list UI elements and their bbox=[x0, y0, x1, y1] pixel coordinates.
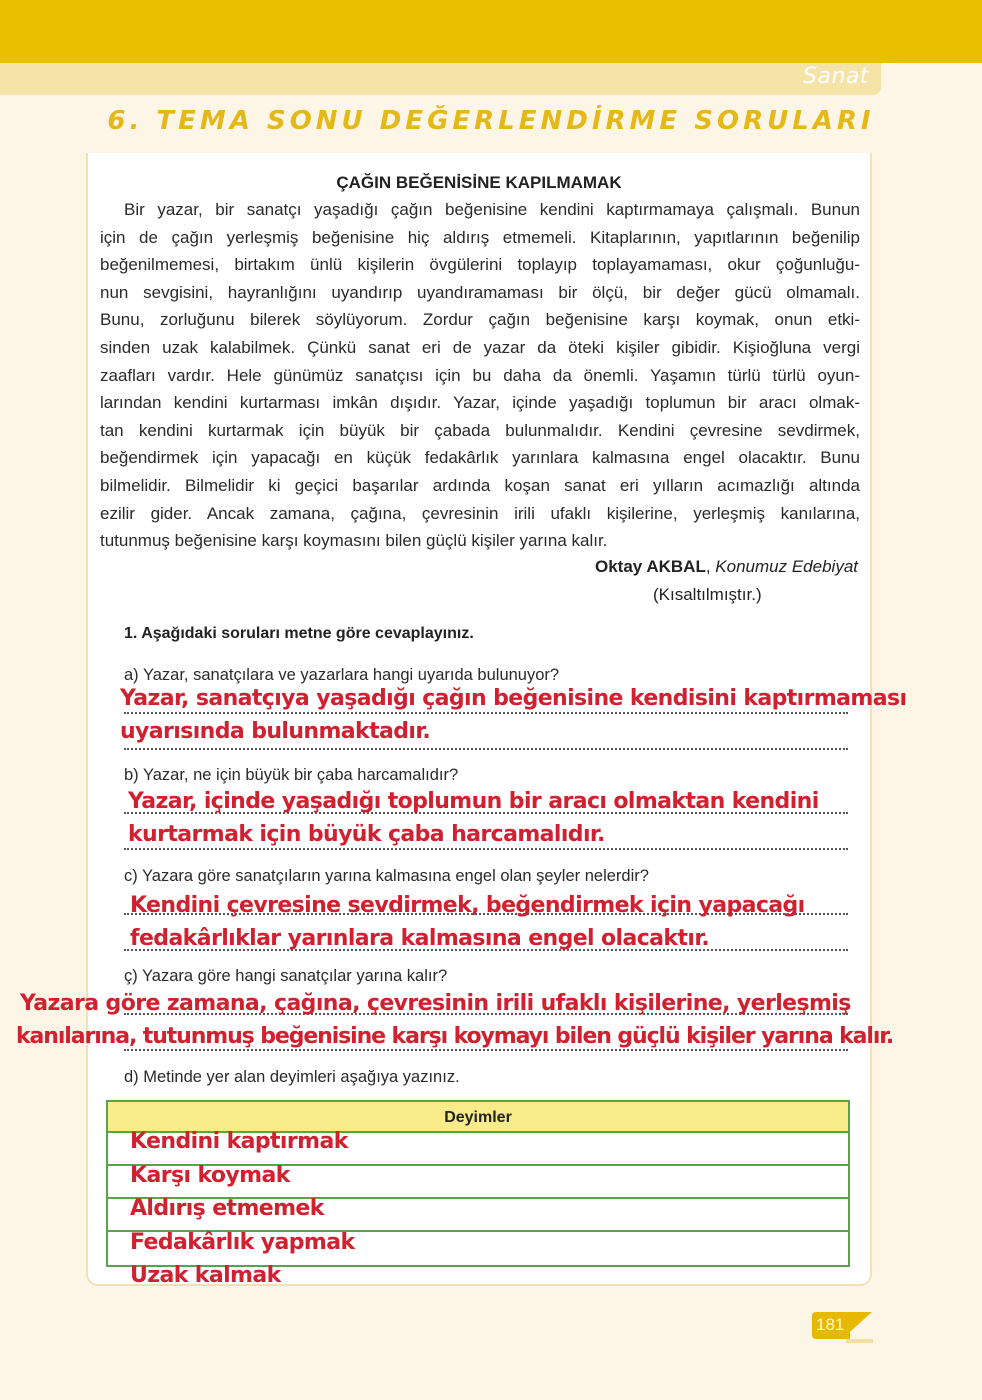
answer-cc-line1: Yazara göre zamana, çağına, çevresinin irili ufaklı kişilerine, yerleşmiş bbox=[20, 991, 851, 1016]
answer-a-line2: uyarısında bulunmaktadır. bbox=[120, 719, 431, 744]
question-b: b) Yazar, ne için büyük bir çaba harcamalıdır? bbox=[124, 766, 459, 784]
page-title: 6. TEMA SONU DEĞERLENDİRME SORULARI bbox=[107, 106, 875, 136]
idiom-entry: Karşı koymak bbox=[130, 1163, 290, 1188]
citation-author: Oktay AKBAL bbox=[595, 557, 706, 576]
citation-work: Konumuz Edebiyat bbox=[715, 557, 858, 576]
answer-line[interactable] bbox=[124, 1049, 848, 1051]
idiom-entry: Fedakârlık yapmak bbox=[130, 1230, 355, 1255]
reading-line: sinden uzak kalabilmek. Çünkü sanat eri de yazar da öteki kişiler gibidir. Kişioğluna vergi bbox=[100, 337, 860, 357]
reading-line: bilmelidir. Bilmelidir ki geçici başarılar ardında koşan sanat eri yılların acımazlığı altında bbox=[100, 475, 860, 495]
answer-cc-line2: kanılarına, tutunmuş beğenisine karşı koymayı bilen güçlü kişiler yarına kalır. bbox=[16, 1024, 894, 1049]
reading-line: beğendirmek için yapacağı en küçük fedakârlık yarınlara kalmasına engel olacaktır. Bunu bbox=[100, 448, 860, 468]
page-number: 181 bbox=[816, 1315, 845, 1334]
idiom-entry: Uzak kalmak bbox=[130, 1263, 281, 1288]
page-number-tab bbox=[812, 1312, 870, 1340]
reading-line: Bir yazar, bir sanatçı yaşadığı çağın beğenisine kendini kaptırmamaya çalışmalı. Bunun bbox=[124, 200, 860, 219]
answer-c-line1: Kendini çevresine sevdirmek, beğendirmek için yapacağı bbox=[130, 893, 805, 918]
reading-line: ezilir gider. Ancak zamana, çağına, çevresinin irili ufaklı kişilerine, yerleşmiş kanılarına, bbox=[100, 503, 860, 523]
reading-body bbox=[100, 196, 860, 555]
reading-line: larından kendini kurtarması imkân dışıdır. Yazar, içinde yaşadığı toplumun bir aracı olmak- bbox=[100, 393, 860, 413]
answer-c-line2: fedakârlıklar yarınlara kalmasına engel olacaktır. bbox=[130, 926, 710, 951]
question-cc: ç) Yazara göre hangi sanatçılar yarına kalır? bbox=[124, 967, 448, 985]
answer-line[interactable] bbox=[124, 712, 848, 714]
answer-b-line1: Yazar, içinde yaşadığı toplumun bir aracı olmaktan kendini bbox=[128, 789, 819, 814]
section-band bbox=[0, 63, 881, 95]
question-c: c) Yazara göre sanatçıların yarına kalmasına engel olan şeyler nelerdir? bbox=[124, 867, 649, 885]
reading-line: Bunu, zorluğunu bilerek söylüyorum. Zordur çağın beğenisine karşı koymak, onun etki- bbox=[100, 310, 860, 330]
section-label: Sanat bbox=[803, 64, 869, 89]
question-d: d) Metinde yer alan deyimleri aşağıya yazınız. bbox=[124, 1068, 460, 1086]
idiom-entry: Aldırış etmemek bbox=[130, 1196, 324, 1221]
abridged-note: (Kısaltılmıştır.) bbox=[653, 585, 762, 604]
header-band bbox=[0, 0, 982, 63]
reading-line: nun sevgisini, hayranlığını uyandırıp uyandıramaması bir ölçü, bir değer gücü olmamalı. bbox=[100, 282, 860, 302]
reading-line: için de çağın yerleşmiş beğenisine hiç aldırış etmemeli. Kitaplarının, yapıtlarının beğenilip bbox=[100, 227, 860, 247]
question-a: a) Yazar, sanatçılara ve yazarlara hangi uyarıda bulunuyor? bbox=[124, 666, 560, 684]
answer-a-line1: Yazar, sanatçıya yaşadığı çağın beğenisine kendisini kaptırmaması bbox=[120, 686, 907, 711]
idioms-table-header: Deyimler bbox=[108, 1102, 848, 1133]
reading-line: zaafları vardır. Hele günümüz sanatçısı için bu daha da önemli. Yaşamın türlü türlü oyun- bbox=[100, 365, 860, 385]
answer-line[interactable] bbox=[124, 748, 848, 750]
exercise-instruction: 1. Aşağıdaki soruları metne göre cevaplayınız. bbox=[124, 625, 474, 642]
answer-b-line2: kurtarmak için büyük çaba harcamalıdır. bbox=[128, 822, 605, 847]
idiom-entry: Kendini kaptırmak bbox=[130, 1129, 348, 1154]
citation: Oktay AKBAL, Konumuz Edebiyat bbox=[595, 557, 858, 576]
reading-line: tan kendini kurtarmak için büyük bir çabada bulunmalıdır. Kendini çevresine sevdirmek, bbox=[100, 420, 860, 440]
reading-line: beğenilmemesi, birtakım ünlü kişilerin övgülerini toplayıp toplayamaması, okur çoğunluğu- bbox=[100, 255, 860, 275]
reading-line: tutunmuş beğenisine karşı koymasını bilen güçlü kişiler yarına kalır. bbox=[100, 531, 608, 551]
answer-line[interactable] bbox=[124, 848, 848, 850]
reading-title: ÇAĞIN BEĞENİSİNE KAPILMAMAK bbox=[336, 173, 622, 192]
